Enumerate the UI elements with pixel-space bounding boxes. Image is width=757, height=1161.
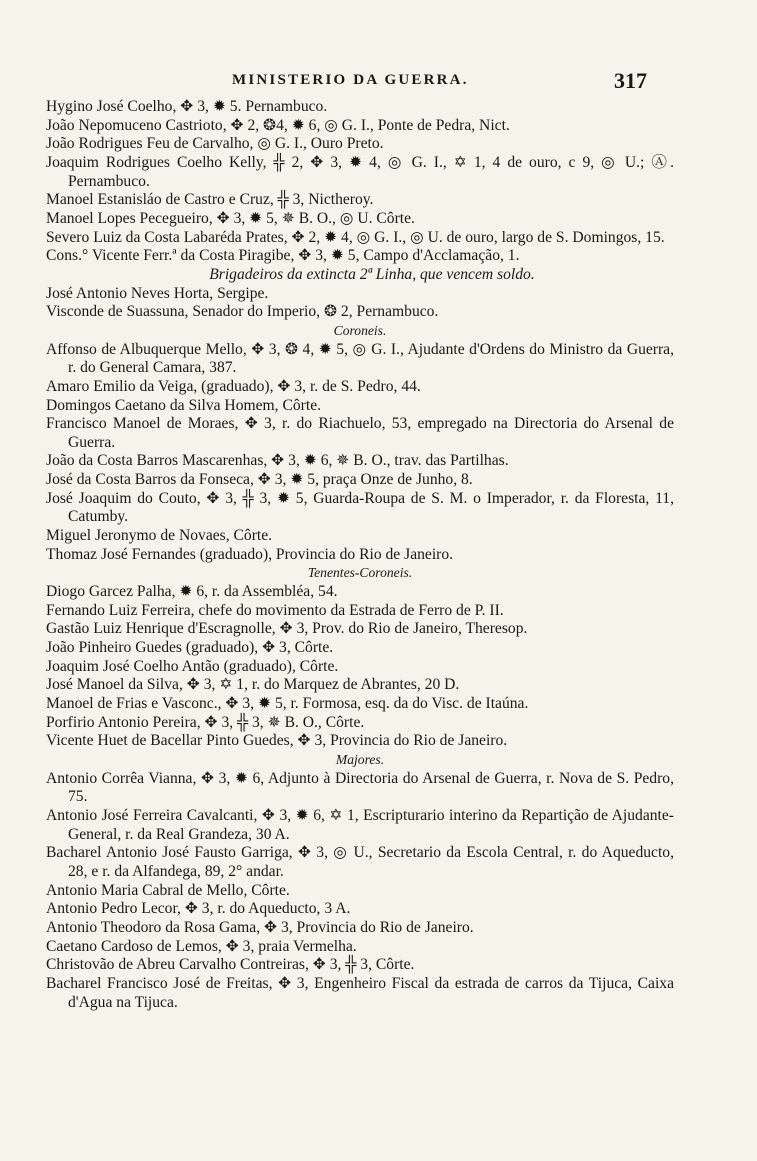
list-item: Antonio Maria Cabral de Mello, Côrte. (46, 881, 290, 899)
list-item: Vicente Huet de Bacellar Pinto Guedes, ✥ 3, Provincia do Rio de Janeiro. (46, 732, 508, 750)
list-item: Bacharel Antonio José Fausto Garriga, ✥ 3, ◎ U., Secretario da Escola Central, r. do Aqueducto, 28, e r. da Alfandega, 89, 2° andar. (46, 844, 674, 880)
running-title: MINISTERIO DA GUERRA. (232, 72, 469, 88)
list-item: Antonio José Ferreira Cavalcanti, ✥ 3, ✹ 6, ✡ 1, Escripturario interino da Repartição de Ajudante-General, r. da Real Grandeza, 30 A. (46, 806, 674, 843)
page-number: 317 (614, 68, 647, 93)
list-item: Porfirio Antonio Pereira, ✥ 3, ╬ 3, ✵ B. O., Côrte. (46, 713, 365, 731)
list-item: Christovão de Abreu Carvalho Contreiras, ✥ 3, ╬ 3, Côrte. (46, 956, 415, 974)
list-item: José Joaquim do Couto, ✥ 3, ╬ 3, ✹ 5, Guarda-Roupa de S. M. o Imperador, r. da Floresta, 11, Catumby. (46, 489, 674, 526)
list-item: Caetano Cardoso de Lemos, ✥ 3, praia Vermelha. (46, 937, 357, 955)
list-item: Hygino José Coelho, ✥ 3, ✹ 5. Pernambuco. (46, 98, 328, 115)
list-item: João Pinheiro Guedes (graduado), ✥ 3, Côrte. (46, 639, 334, 657)
list-item: Amaro Emilio da Veiga, (graduado), ✥ 3, r. de S. Pedro, 44. (46, 377, 421, 395)
list-item: Affonso de Albuquerque Mello, ✥ 3, ❂ 4, ✹ 5, ◎ G. I., Ajudante d'Ordens do Ministro da Guerra, r. do General Camara, 387. (46, 340, 674, 377)
list-item: Antonio Corrêa Vianna, ✥ 3, ✹ 6, Adjunto à Directoria do Arsenal de Guerra, r. Nova de S. Pedro, 75. (46, 769, 674, 806)
list-item: Thomaz José Fernandes (graduado), Provincia do Rio de Janeiro. (46, 545, 454, 563)
list-item: João Nepomuceno Castrioto, ✥ 2, ❂4, ✹ 6, ◎ G. I., Ponte de Pedra, Nict. (46, 116, 510, 134)
list-item: Manoel Estanisláo de Castro e Cruz, ╬ 3, Nictheroy. (46, 191, 374, 209)
list-item: José Manoel da Silva, ✥ 3, ✡ 1, r. do Marquez de Abrantes, 20 D. (46, 676, 460, 694)
list-item: Gastão Luiz Henrique d'Escragnolle, ✥ 3, Prov. do Rio de Janeiro, Theresop. (46, 620, 528, 638)
page-header (0, 68, 757, 96)
list-item: Francisco Manoel de Moraes, ✥ 3, r. do Riachuelo, 53, empregado na Directoria do Arsenal de Guerra. (46, 415, 674, 451)
list-item: Miguel Jeronymo de Novaes, Côrte. (46, 527, 273, 545)
list-item: Fernando Luiz Ferreira, chefe do movimento da Estrada de Ferro de P. II. (46, 601, 504, 619)
list-item: Domingos Caetano da Silva Homem, Côrte. (46, 396, 322, 414)
list-item: Manoel de Frias e Vasconc., ✥ 3, ✹ 5, r. Formosa, esq. da do Visc. de Itaúna. (46, 695, 529, 712)
list-item: Diogo Garcez Palha, ✹ 6, r. da Assembléa, 54. (46, 583, 338, 601)
list-item: Cons.° Vicente Ferr.ª da Costa Piragibe, ✥ 3, ✹ 5, Campo d'Acclamação, 1. (46, 247, 520, 265)
list-item: João Rodrigues Feu de Carvalho, ◎ G. I., Ouro Preto. (46, 135, 384, 153)
list-item: Visconde de Suassuna, Senador do Imperio, ❂ 2, Pernambuco. (46, 303, 439, 321)
list-item: Antonio Pedro Lecor, ✥ 3, r. do Aqueducto, 3 A. (46, 900, 351, 918)
list-item: Manoel Lopes Pecegueiro, ✥ 3, ✹ 5, ✵ B. O., ◎ U. Côrte. (46, 209, 415, 227)
list-item: Severo Luiz da Costa Labaréda Prates, ✥ 2, ✹ 4, ◎ G. I., ◎ U. de ouro, largo de S. Domingos, 15. (46, 228, 665, 246)
section-heading-tenentes-coroneis: Tenentes-Coroneis. (307, 565, 413, 581)
section-heading-majores: Majores. (335, 751, 385, 767)
list-item: José da Costa Barros da Fonseca, ✥ 3, ✹ 5, praça Onze de Junho, 8. (46, 471, 473, 489)
list-item: Joaquim José Coelho Antão (graduado), Côrte. (46, 657, 339, 675)
list-item: Joaquim Rodrigues Coelho Kelly, ╬ 2, ✥ 3, ✹ 4, ◎ G. I., ✡ 1, 4 de ouro, c 9, ◎ U.; Ⓐ. Pernambuco. (46, 153, 674, 190)
page-body (46, 98, 674, 1012)
list-item: João da Costa Barros Mascarenhas, ✥ 3, ✹ 6, ✵ B. O., trav. das Partilhas. (46, 452, 509, 470)
section-heading-brigadeiros: Brigadeiros da extincta 2ª Linha, que vencem soldo. (209, 265, 535, 283)
list-item: José Antonio Neves Horta, Sergipe. (46, 284, 269, 302)
section-heading-coroneis: Coroneis. (333, 322, 387, 338)
list-item: Bacharel Francisco José de Freitas, ✥ 3, Engenheiro Fiscal da estrada de carros da Tijuca, Caixa d'Agua na Tijuca. (46, 974, 674, 1011)
list-item: Antonio Theodoro da Rosa Gama, ✥ 3, Provincia do Rio de Janeiro. (46, 918, 474, 936)
